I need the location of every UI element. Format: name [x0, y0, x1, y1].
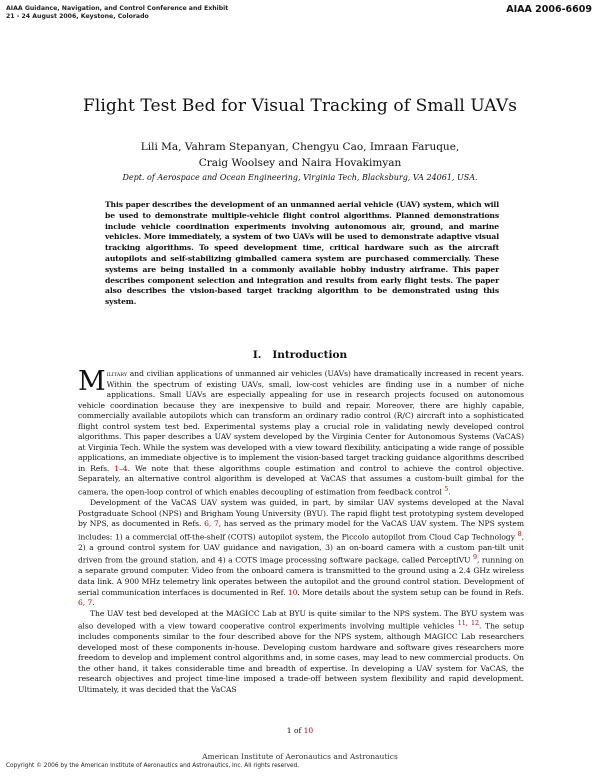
society-footer: American Institute of Aeronautics and Astronautics	[202, 752, 398, 761]
paragraph-2	[78, 498, 524, 609]
abstract: This paper describes the development of an unmanned aerial vehicle (UAV) system, which will be used to demonstrate multiple-vehicle flight control algorithms. Planned demonstrations include vehicle coordination experiments involving autonomous air, ground, and marine vehicles. More immediately, a system of two UAVs will be used to demonstrate adaptive visual tracking algorithms. To speed development time, critical hardware such as the aircraft autopilots and self-stabilizing gimballed camera system are purchased commercially. These systems are being installed in a commonly available hobby industry airframe. This paper describes component selection and integration and results from early flight tests. The paper also describes the vision-based target tracking algorithm to be demonstrated using this system.	[105, 200, 499, 307]
section-number: I.	[252, 349, 262, 361]
authors-line-2: Craig Woolsey and Naira Hovakimyan	[198, 157, 402, 169]
section-title: Introduction	[272, 349, 348, 361]
citation-link[interactable]: 9	[473, 554, 478, 562]
paragraph-text: , running on a separate ground computer. Video from the onboard camera is transmitted to the ground using a 2.4 GHz wireless data link. A 900 MHz telemetry link operates between the autopilot and the ground control station. Development of serial communication interfaces is documented in Ref.	[78, 555, 524, 597]
paragraph-text: .	[448, 487, 451, 497]
affiliation: Dept. of Aerospace and Ocean Engineering, Virginia Tech, Blacksburg, VA 24061, USA.	[122, 173, 478, 182]
paper-id: AIAA 2006-6609	[506, 4, 592, 15]
paragraph-text: . We note that these algorithms couple estimation and control to achieve the control objective. Separately, an alternative control algorithm is developed at VaCAS that assumes a custom-built gimbal for the camera, the open-loop control of which enables decoupling of estimation from feedback control	[78, 463, 525, 497]
citation-link[interactable]: 10	[287, 587, 298, 597]
small-caps-lead: ilitary	[106, 369, 128, 378]
section-heading	[0, 349, 600, 361]
paragraph-text: . The setup includes components similar to the four described above for the NPS system, although MAGICC Lab researchers developed most of these components in-house. Developing custom hardware and software gives researchers more freedom to develop and implement control algorithms and, in some cases, may lead to new commercial products. On the other hand, it takes considerable time and breadth of expertise. In developing a UAV system for VaCAS, the research objectives and project time-line imposed a trade-off between system flexibility and rapid development. Ultimately, it was decided that the VaCAS	[78, 621, 525, 694]
citation-link[interactable]: 6, 7	[204, 519, 219, 529]
paragraph-text: .	[92, 598, 95, 608]
paragraph-text: and civilian applications of unmanned air vehicles (UAVs) have dramatically increased in recent years. Within the spectrum of existing UAVs, small, low-cost vehicles are finding use in a number of niche applications. Small UAVs are especially appealing for use in research projects focused on autonomous vehicle coordination because they are inexpensive to build and repair. Moreover, there are highly capable, commercially available autopilots which can transform an ordinary radio control (R/C) aircraft into a sophisticated flight control system test bed. Experimental systems play a crucial role in validating newly developed control algorithms. This paper describes a UAV system developed by the Virginia Center for Autonomous Systems (VaCAS) at Virginia Tech. While the system was developed with a view toward flexibility, anticipating a wide range of possible applications, an immediate objective is to implement the vision-based target tracking guidance algorithms described in Refs.	[78, 369, 524, 473]
paragraph-3	[78, 609, 524, 696]
author-list	[0, 139, 600, 171]
conference-line-1: AIAA Guidance, Navigation, and Control Conference and Exhibit	[6, 5, 229, 12]
paragraph-text: . More details about the system setup can be found in Refs.	[297, 587, 524, 597]
citation-link[interactable]: 1–4	[114, 463, 128, 473]
paragraph-text: Development of the VaCAS UAV system was guided, in part, by similar UAV systems developed at the Naval Postgraduate School (NPS) and Brigham Young University (BYU). The rapid flight test prototyping system developed by NPS, as documented in Refs.	[78, 498, 524, 529]
page-number	[0, 726, 600, 735]
citation-link[interactable]: 5	[444, 486, 449, 494]
citation-link[interactable]: 6, 7	[78, 598, 93, 608]
paragraph-1	[78, 366, 525, 498]
paragraph-text: The UAV test bed developed at the MAGICC Lab at BYU is quite similar to the NPS system. The BYU system was also developed with a view toward cooperative control experiments involving multiple vehicles	[78, 608, 524, 631]
drop-cap: M	[78, 366, 106, 397]
copyright-notice: Copyright © 2006 by the American Institute of Aeronautics and Astronautics, Inc. All rights reserved.	[6, 763, 300, 769]
body-text	[78, 366, 525, 696]
conference-header	[6, 5, 386, 21]
conference-line-2: 21 - 24 August 2006, Keystone, Colorado	[6, 13, 149, 20]
authors-line-1: Lili Ma, Vahram Stepanyan, Chengyu Cao, Imraan Faruque,	[140, 141, 460, 153]
paragraph-text: , 2) a ground control system for UAV guidance and navigation, 3) an on-board camera with a custom pan-tilt unit driven from the ground station, and 4) a COTS image processing software package, called PerceptiVU	[78, 532, 524, 565]
paragraph-text: , has served as the primary model for the VaCAS UAV system. The NPS system includes: 1) a commercial off-the-shelf (COTS) autopilot system, the Piccolo autopilot from Cloud Cap Technology	[78, 519, 524, 542]
page-total-link[interactable]: 10	[303, 726, 314, 735]
page-number-prefix: 1 of	[286, 726, 304, 735]
citation-link[interactable]: 11, 12	[457, 620, 479, 628]
paper-title: Flight Test Bed for Visual Tracking of Small UAVs	[82, 96, 518, 116]
citation-link[interactable]: 8	[517, 530, 522, 538]
